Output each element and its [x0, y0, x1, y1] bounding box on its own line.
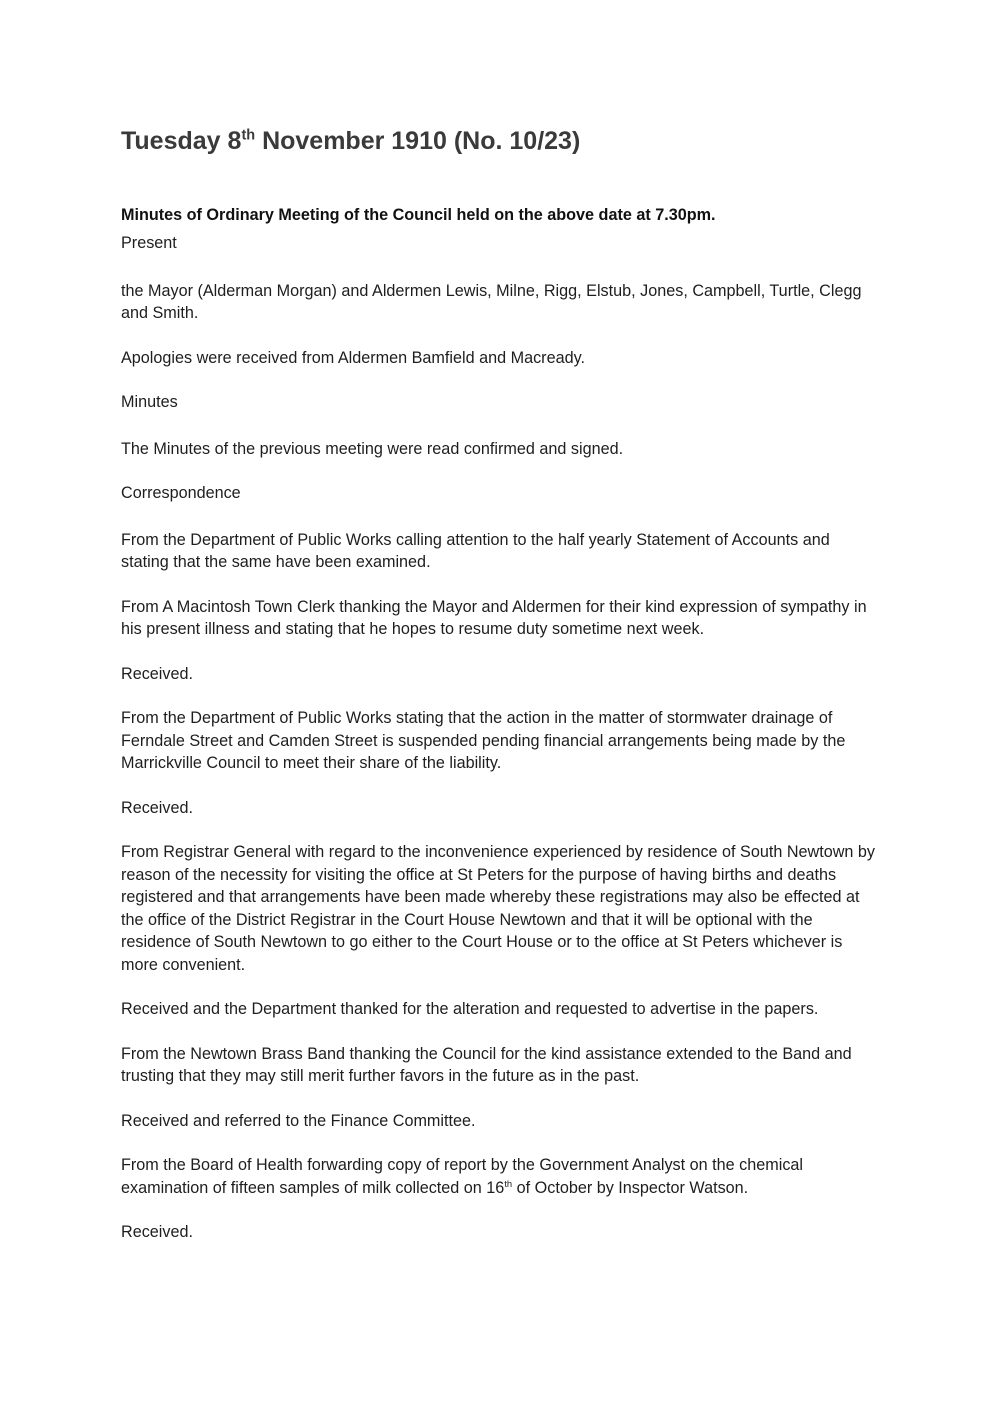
present-heading: Present: [121, 234, 177, 252]
board-item-text-start: From the Board of Health forwarding copy of report by the Government Analyst on the chemical examination of fifteen samples of milk collected on 16: [121, 1156, 804, 1197]
correspondence-resolution: Received.: [121, 798, 193, 817]
board-item-text-end: of October by Inspector Watson.: [512, 1178, 749, 1197]
board-item-ordinal-suffix: th: [504, 1177, 513, 1189]
correspondence-resolution: Received.: [121, 664, 193, 683]
title-rest: November 1910 (No. 10/23): [255, 127, 581, 155]
page-title: [121, 124, 881, 158]
title-ordinal-suffix: th: [241, 127, 256, 144]
correspondence-resolution: Received and referred to the Finance Committee.: [121, 1111, 476, 1130]
document-page: [121, 124, 881, 1266]
title-date-prefix: Tuesday 8: [121, 127, 242, 155]
correspondence-heading: Correspondence: [121, 484, 241, 502]
correspondence-item: From the Newtown Brass Band thanking the Council for the kind assistance extended to the Band and trusting that they may still merit further favors in the future as in the past.: [121, 1044, 852, 1085]
correspondence-item: From the Department of Public Works calling attention to the half yearly Statement of Accounts and stating that the same have been examined.: [121, 530, 830, 571]
correspondence-resolution: Received.: [121, 1223, 193, 1241]
meeting-subtitle: Minutes of Ordinary Meeting of the Council held on the above date at 7.30pm.: [121, 206, 716, 224]
correspondence-item: [121, 1154, 881, 1199]
minutes-heading: Minutes: [121, 393, 178, 411]
correspondence-item: From A Macintosh Town Clerk thanking the Mayor and Aldermen for their kind expression of sympathy in his present illness and stating that he hopes to resume duty sometime next week.: [121, 597, 867, 638]
correspondence-resolution: Received and the Department thanked for the alteration and requested to advertise in the papers.: [121, 1000, 819, 1018]
correspondence-item: From Registrar General with regard to the inconvenience experienced by residence of South Newtown by reason of the necessity for visiting the office at St Peters for the purpose of having births and deaths registered and that arrangements have been made whereby these registrations may also be effected at the office of the District Registrar in the Court House Newtown and that it will be optional with the residence of South Newtown to go either to the Court House or to the office at St Peters whichever is more convenient.: [121, 843, 876, 974]
correspondence-item: From the Department of Public Works stating that the action in the matter of stormwater drainage of Ferndale Street and Camden Street is suspended pending financial arrangements being made by the Marrickville Council to meet their share of the liability.: [121, 709, 846, 772]
present-text: the Mayor (Alderman Morgan) and Aldermen Lewis, Milne, Rigg, Elstub, Jones, Campbell, Turtle, Clegg and Smith.: [121, 281, 862, 322]
apologies-text: Apologies were received from Aldermen Bamfield and Macready.: [121, 348, 585, 367]
minutes-text: The Minutes of the previous meeting were read confirmed and signed.: [121, 439, 624, 458]
